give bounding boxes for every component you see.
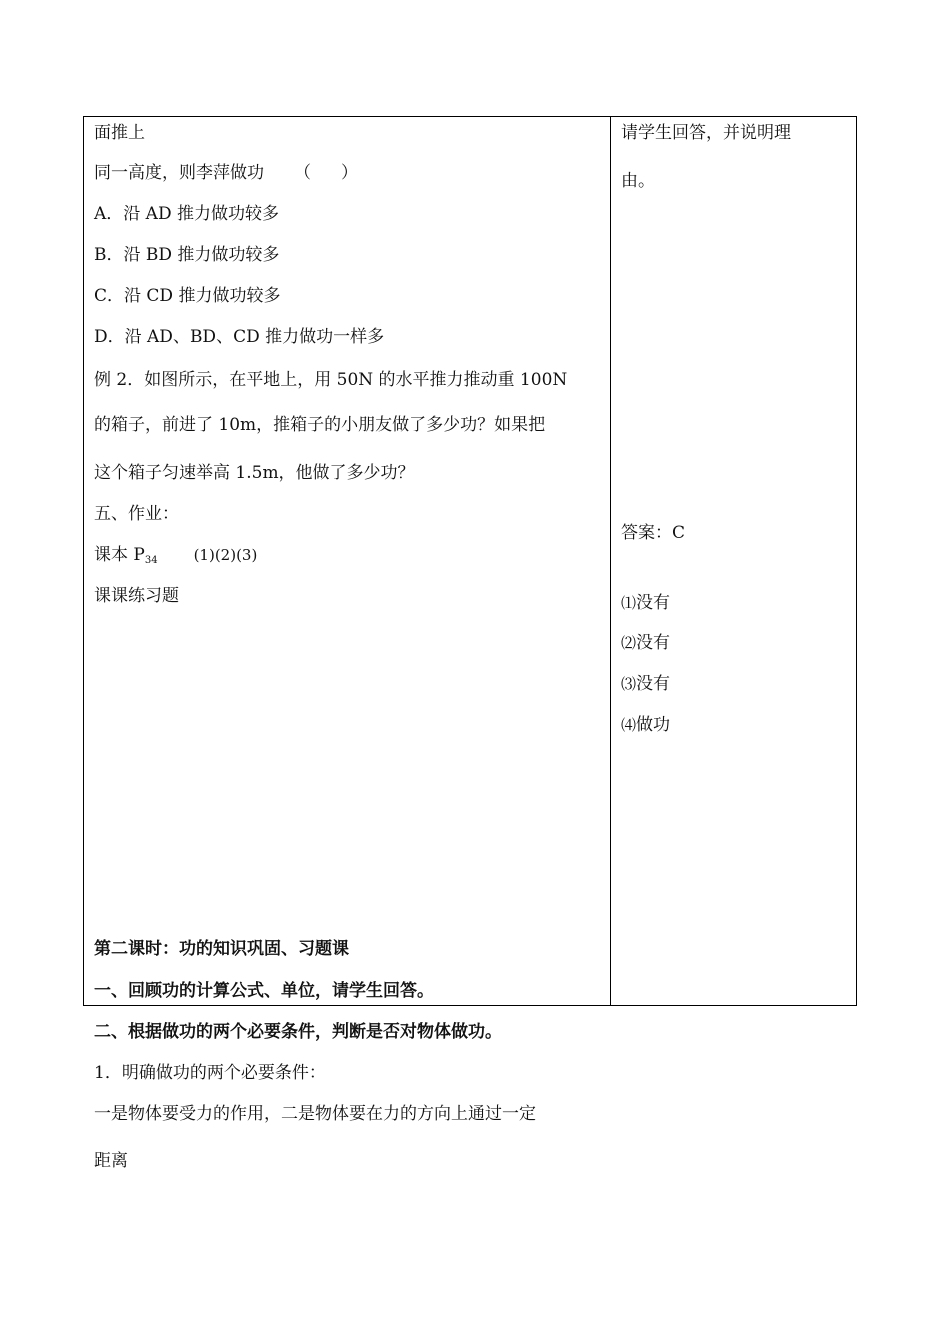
answer-item-1 — [621, 592, 670, 614]
item-number: ⑴ — [621, 594, 637, 612]
item-text: 没有 — [636, 674, 671, 694]
section-2-title: 第二课时：功的知识巩固、习题课 — [94, 939, 349, 959]
question-text: 同一高度，则李萍做功 — [94, 163, 264, 183]
answer-paren-close: ） — [341, 163, 358, 183]
option-d: D．沿 AD、BD、CD 推力做功一样多 — [94, 327, 385, 347]
column-divider — [610, 116, 611, 1006]
answer-item-4 — [621, 714, 670, 736]
answer-item-3 — [621, 673, 670, 695]
exercise-items: (1)(2)(3) — [193, 546, 258, 564]
item-number: ⑵ — [621, 634, 637, 652]
item-text: 做功 — [636, 715, 671, 735]
option-c: C．沿 CD 推力做功较多 — [94, 286, 281, 306]
item-number: ⑶ — [621, 675, 637, 693]
page-number: 34 — [144, 555, 158, 566]
section-2-item-1: 一、回顾功的计算公式、单位，请学生回答。 — [94, 981, 434, 1001]
item-number: ⑷ — [621, 716, 637, 734]
text-line: 面推上 — [94, 123, 145, 143]
answer-text: 答案：C — [621, 523, 686, 543]
teacher-note-line-2: 由。 — [621, 171, 655, 191]
answer-item-2 — [621, 632, 670, 654]
teacher-note-line-1: 请学生回答，并说明理 — [621, 123, 791, 143]
condition-heading: 1．明确做功的两个必要条件： — [94, 1063, 326, 1083]
example-2-line-1: 例 2．如图所示，在平地上，用 50N 的水平推力推动重 100N — [94, 370, 568, 390]
condition-line-2: 距离 — [94, 1151, 128, 1171]
homework-practice: 课课练习题 — [94, 586, 179, 606]
option-b: B．沿 BD 推力做功较多 — [94, 245, 280, 265]
option-a: A．沿 AD 推力做功较多 — [94, 204, 279, 224]
condition-line-1: 一是物体要受力的作用，二是物体要在力的方向上通过一定 — [94, 1104, 536, 1124]
section-2-item-2: 二、根据做功的两个必要条件，判断是否对物体做功。 — [94, 1022, 502, 1042]
item-text: 没有 — [636, 593, 671, 613]
example-2-line-3: 这个箱子匀速举高 1.5m，他做了多少功？ — [94, 463, 415, 483]
homework-heading: 五、作业： — [94, 504, 179, 524]
item-text: 没有 — [636, 633, 671, 653]
textbook-label: 课本 P — [94, 545, 145, 565]
answer-paren-open: （ — [294, 163, 311, 183]
homework-textbook — [94, 544, 257, 572]
question-line — [94, 162, 358, 184]
example-2-line-2: 的箱子，前进了 10m，推箱子的小朋友做了多少功？如果把 — [94, 415, 546, 435]
